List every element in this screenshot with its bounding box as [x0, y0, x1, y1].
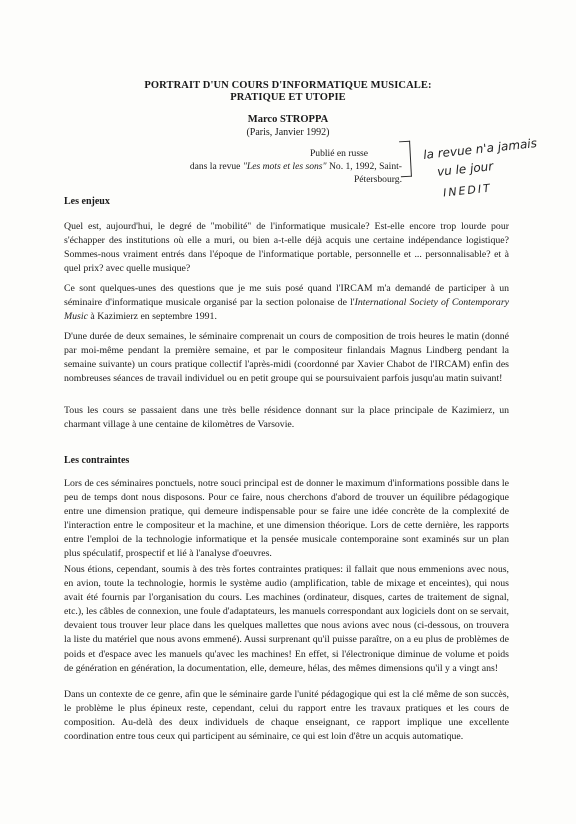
place-date: (Paris, Janvier 1992) — [246, 127, 330, 138]
paragraph-3: D'une durée de deux semaines, le séminaire comprenait un cours de composition de trois heures le matin (donné par moi-même pendant la première semaine, et par le compositeur finlandais Magnus Lindberg pendant la semaine suivante) un cours pratique collectif l'après-midi (coordonné par Xavier Chabot de l'IRCAM) enfin des nombreuses séances de travail individuel ou en petit groupe qui se poursuivaient parfois jusqu'au matin suivant! — [64, 331, 509, 385]
handwritten-note-line2: vu le jour — [436, 159, 494, 179]
publication-label: Publié en russe — [309, 148, 369, 159]
review-name: "Les mots et les sons" — [242, 161, 327, 172]
publication-prefix: dans la revue — [189, 161, 243, 172]
document-title-line2: PRATIQUE ET UTOPIE — [230, 92, 346, 103]
paragraph-1: Quel est, aujourd'hui, le degré de "mobilité" de l'informatique musicale? Est-elle encore trop lourde pour s'échapper des institutions où elle a muri, ou bien a-t-elle déjà acquis une certaine indépendance logistique? Sommes-nous vraiment entrés dans l'époque de l'informatique portable, personnelle et ... personnalisable? et à quel prix? avec quelle musique? — [64, 221, 509, 275]
handwritten-note-line1: la revue n'a jamais — [422, 136, 538, 162]
paragraph-2-text-b: à Kazimierz en septembre 1991. — [87, 311, 217, 323]
section-heading-contraintes: Les contraintes — [64, 455, 130, 466]
paragraph-7: Dans un contexte de ce genre, afin que le séminaire garde l'unité pédagogique qui est la clé même de son succès, le problème le plus épineux reste, cependant, celui du rapport entre les travaux pratiques et les cours de composition. Au-delà des deux individuels de chaque enseignant, ce rapport implique une excellente coordination entre tous ceux qui participent au séminaire, ce qui est loin d'être un acquis automatique. — [64, 689, 509, 743]
handwritten-note-inedit: INEDIT — [442, 181, 493, 200]
publication-note-line2 — [146, 161, 402, 186]
paragraph-2-text-a: Ce sont quelques-unes des questions que je me suis posé quand l'IRCAM m'a demandé de participer à un séminaire d'informatique musicale organisé par la section polonaise de l' — [64, 283, 509, 309]
paragraph-2 — [64, 282, 509, 324]
document-title-line1: PORTRAIT D'UN COURS D'INFORMATIQUE MUSICALE: — [144, 80, 432, 91]
paragraph-6: Nous étions, cependant, soumis à des très fortes contraintes pratiques: il fallait que nous emmenions avec nous, en avion, toute la technologie, hormis le système audio (amplification, table de mixage et enceintes), qui nous avait été fournis par l'organisation du cours. Les machines (ordinateur, disques, cartes de traitement de signal, etc.), les câbles de connexion, une foule d'adaptateurs, les manuels correspondant aux logiciels dont on se servait, devaient tous trouver leur place dans les quelques mallettes que nous avions avec nous (ci-dessous, on trouvera la liste du matériel que nous avons emmené). Aussi surprenant qu'il puisse paraître, on a eu plus de problèmes de poids et d'espace avec les manuels qu'avec les machines! En effet, si l'électronique diminue de volume et poids de génération en génération, la documentation, elle, demeure, hélas, des mêmes dimensions qu'il y a vingt ans! — [64, 564, 509, 674]
paragraph-5: Lors de ces séminaires ponctuels, notre souci principal est de donner le maximum d'informations possible dans le peu de temps dont nous disposons. Pour ce faire, nous cherchons d'abord de trouver un équilibre pédagogique entre une dimension pratique, qui demeure indispensable pour se faire une idée concrète de la complexité de l'interaction entre le compositeur et la machine, et une dimension théorique. Lors de cette dernière, les rapports entre l'emploi de la technologie informatique et la pensée musicale contemporaine sont examinés sur un plan plus spéculatif, prospectif et lié à l'analyse d'oeuvres. — [64, 478, 509, 560]
paragraph-2-italic: International Society of Contemporary Music — [64, 297, 509, 323]
section-heading-enjeux: Les enjeux — [64, 196, 110, 207]
publication-note-line1 — [196, 148, 452, 161]
author-name: Marco STROPPA — [247, 114, 329, 125]
publication-suffix: No. 1, 1992, Saint-Pétersbourg. — [326, 161, 402, 185]
paragraph-4: Tous les cours se passaient dans une très belle résidence donnant sur la place principale de Kazimierz, un charmant village à une centaine de kilomètres de Varsovie. — [64, 405, 509, 431]
handwritten-bracket — [399, 141, 412, 178]
